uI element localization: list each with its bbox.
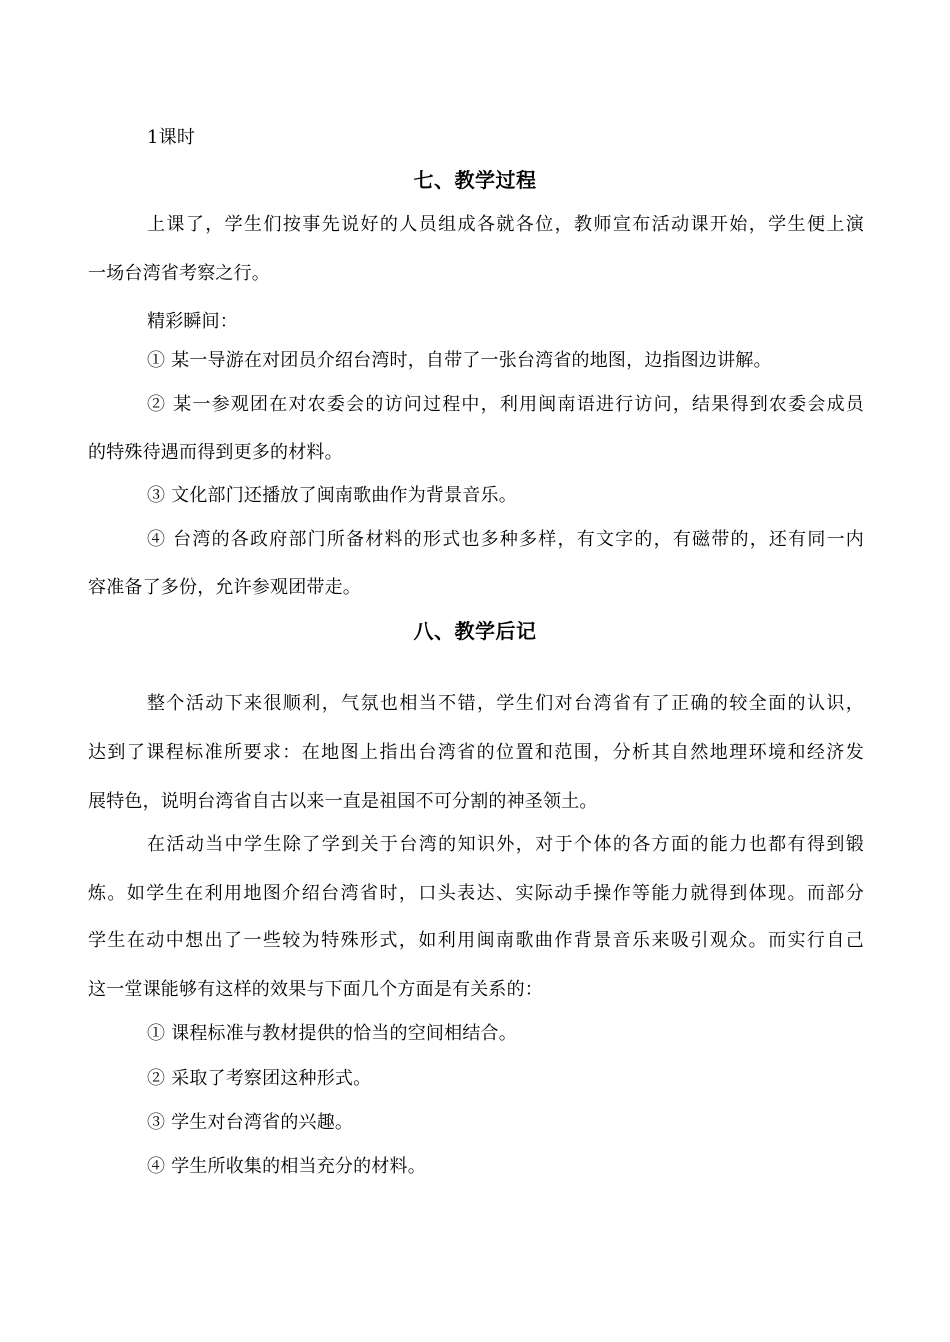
- highlight-item-4-line1: ④ 台湾的各政府部门所备材料的形式也多种多样，有文字的，有磁带的，还有同一内: [147, 529, 864, 550]
- section7-intro-line2: 一场台湾省考察之行。: [88, 263, 270, 284]
- section7-heading: 七、教学过程: [413, 168, 537, 192]
- reflection-p1-line1: 整个活动下来很顺利，气氛也相当不错，学生们对台湾省有了正确的较全面的认识，: [147, 693, 864, 714]
- reason-item-1: ① 课程标准与教材提供的恰当的空间相结合。: [147, 1023, 517, 1044]
- highlight-item-2-line2: 的特殊待遇而得到更多的材料。: [88, 442, 343, 463]
- reflection-p1-line2: 达到了课程标准所要求：在地图上指出台湾省的位置和范围，分析其自然地理环境和经济发: [88, 742, 864, 763]
- reflection-p2-line3: 学生在动中想出了一些较为特殊形式，如利用闽南歌曲作背景音乐来吸引观众。而实行自己: [88, 930, 864, 951]
- section8-heading: 八、教学后记: [413, 619, 537, 643]
- reason-item-3: ③ 学生对台湾省的兴趣。: [147, 1112, 354, 1133]
- highlight-item-2-line1: ② 某一参观团在对农委会的访问过程中，利用闽南语进行访问，结果得到农委会成员: [147, 394, 864, 415]
- reflection-p1-line3: 展特色，说明台湾省自古以来一直是祖国不可分割的神圣领土。: [88, 791, 598, 812]
- reason-item-4: ④ 学生所收集的相当充分的材料。: [147, 1156, 426, 1177]
- highlight-item-4-line2: 容准备了多份，允许参观团带走。: [88, 577, 361, 598]
- reflection-p2-line1: 在活动当中学生除了学到关于台湾的知识外，对于个体的各方面的能力也都有得到锻: [147, 834, 864, 855]
- section7-intro-line1: 上课了，学生们按事先说好的人员组成各就各位，教师宣布活动课开始，学生便上演: [147, 214, 864, 235]
- highlight-item-3: ③ 文化部门还播放了闽南歌曲作为背景音乐。: [147, 485, 517, 506]
- reflection-p2-line2: 炼。如学生在利用地图介绍台湾省时，口头表达、实际动手操作等能力就得到体现。而部分: [88, 883, 864, 904]
- highlight-item-1: ① 某一导游在对团员介绍台湾时，自带了一张台湾省的地图，边指图边讲解。: [147, 350, 772, 371]
- highlights-label: 精彩瞬间：: [147, 311, 238, 332]
- reason-item-2: ② 采取了考察团这种形式。: [147, 1068, 372, 1089]
- reflection-p2-line4: 这一堂课能够有这样的效果与下面几个方面是有关系的：: [88, 979, 543, 1000]
- lesson-duration: 1课时: [147, 127, 196, 148]
